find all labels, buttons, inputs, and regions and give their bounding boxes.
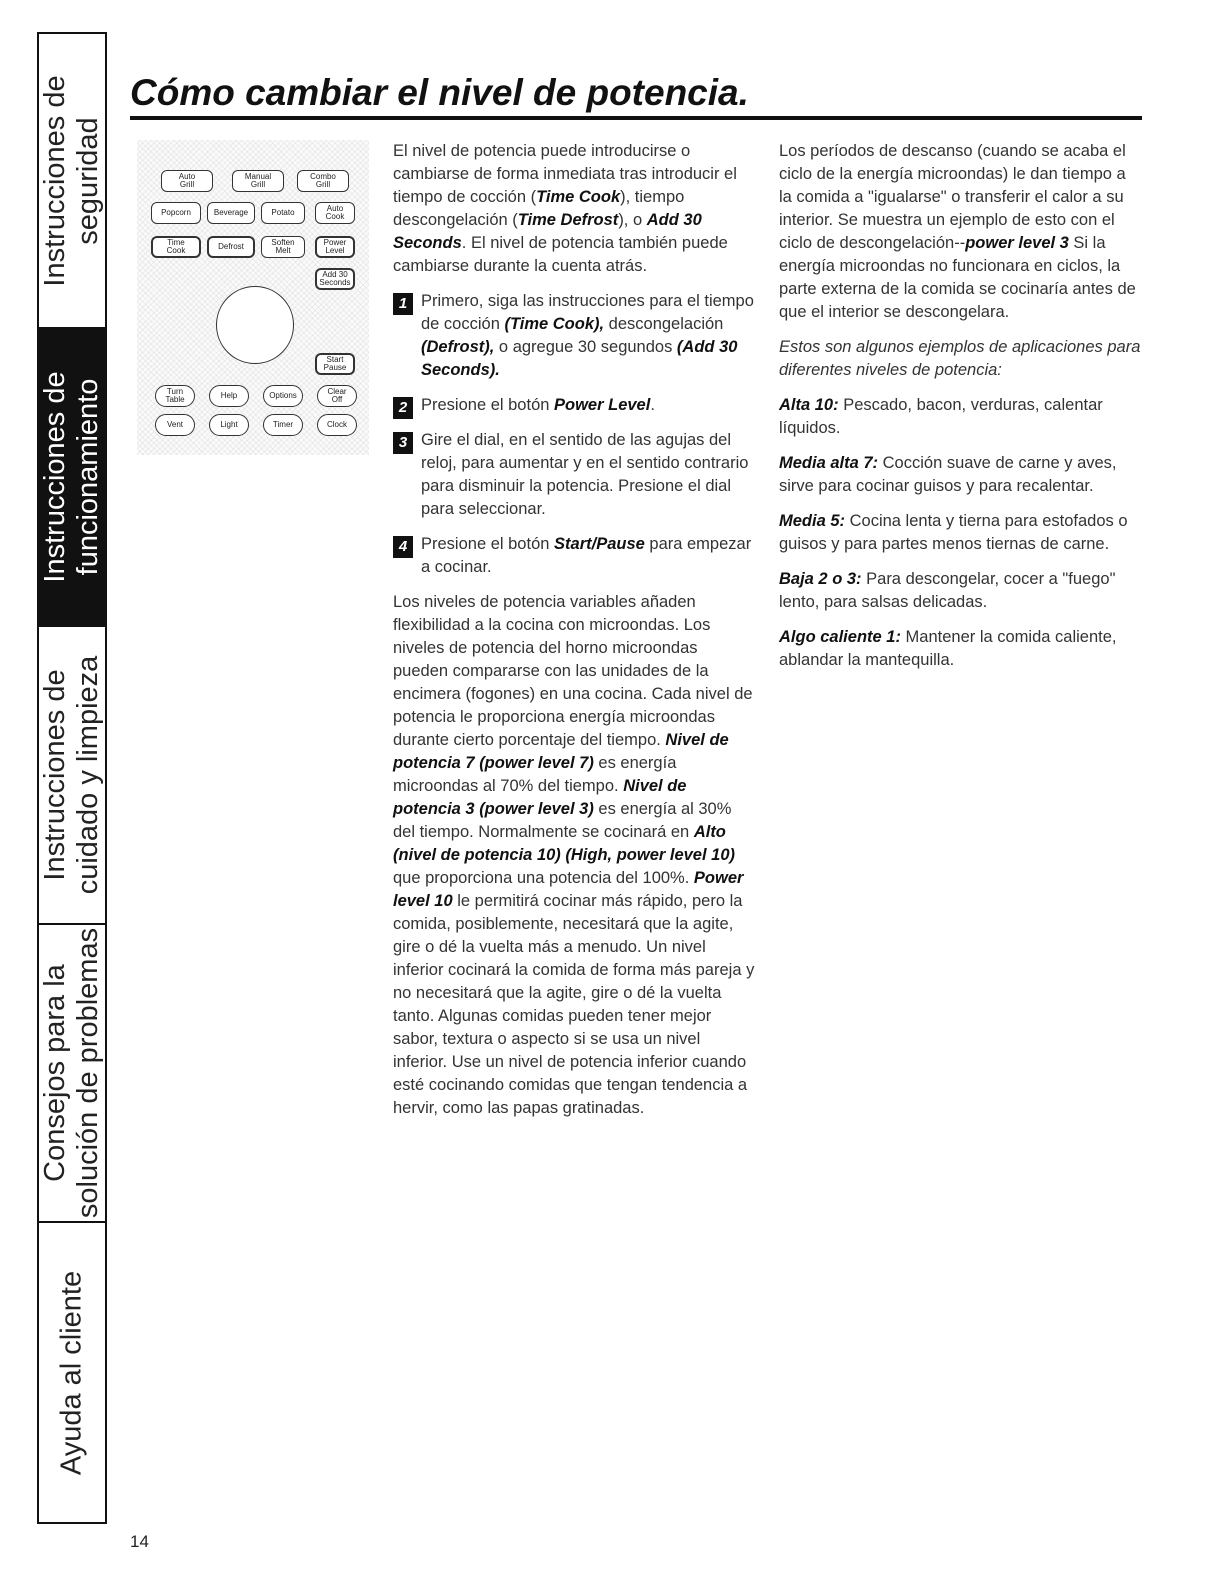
start-pause-button: Start Pause — [315, 353, 355, 375]
step-2: 2 Presione el botón Power Level. — [393, 394, 755, 417]
clock-button: Clock — [317, 414, 357, 436]
level-example: Media alta 7: Cocción suave de carne y aves, sirve para cocinar guisos y para recalentar. — [779, 454, 1117, 495]
step-number: 2 — [393, 397, 413, 419]
level-example: Algo caliente 1: Mantener la comida caliente, ablandar la mantequilla. — [779, 628, 1117, 669]
timer-button: Timer — [263, 414, 303, 436]
tab-label: cuidado y limpieza — [72, 655, 104, 895]
section-tabs — [37, 32, 107, 1524]
time-cook-button: Time Cook — [151, 236, 201, 258]
examples-column — [779, 140, 1141, 684]
add-30-seconds-button: Add 30 Seconds — [315, 268, 355, 290]
tab-seguridad[interactable] — [39, 34, 105, 329]
auto-cook-button: Auto Cook — [315, 202, 355, 224]
tab-ayuda-cliente[interactable] — [39, 1223, 105, 1522]
examples-intro: Estos son algunos ejemplos de aplicaciones para diferentes niveles de potencia: — [779, 338, 1141, 379]
tab-label: Instrucciones de — [39, 74, 71, 287]
tab-solucion-problemas[interactable] — [39, 925, 105, 1223]
power-level-button: Power Level — [315, 236, 355, 258]
light-button: Light — [209, 414, 249, 436]
step-4: 4 Presione el botón Start/Pause para empezar a cocinar. — [393, 533, 755, 579]
power-levels-paragraph: Los niveles de potencia variables añaden flexibilidad a la cocina con microondas. Los niveles de potencia del horno microondas pueden compararse con las unidades de la encimera (fogones) en una cocina. Cada nivel de potencia le proporciona energía microondas durante cierto porcentaje del tiempo. Nivel de potencia 7 (power level 7) es energía microondas al 70% del tiempo. Nivel de potencia 3 (power level 3) es energía al 30% del tiempo. Normalmente se cocinará en Alto (nivel de potencia 10) (High, power level 10) que proporciona una potencia del 100%. Power level 10 le permitirá cocinar más rápido, pero la comida, posiblemente, necesitará que la agite, gire o dé la vuelta más a menudo. Un nivel inferior cocinará la comida de forma más pareja y no necesitará que la agite, gire o dé la vuelta tanto. Algunas comidas pueden tener mejor sabor, textura o aspecto si se usa un nivel inferior. Use un nivel de potencia inferior cuando esté cocinando comidas que tengan tendencia a hervir, como las papas gratinadas. — [393, 593, 755, 1117]
soften-melt-button: Soften Melt — [261, 236, 305, 258]
defrost-button: Defrost — [207, 236, 255, 258]
tab-funcionamiento[interactable] — [39, 329, 105, 627]
control-panel-illustration — [137, 140, 369, 455]
page-title: Cómo cambiar el nivel de potencia. — [130, 72, 749, 113]
tab-label: Instrucciones de — [39, 371, 71, 583]
tab-label: Ayuda al cliente — [55, 1270, 88, 1475]
title-rule — [130, 116, 1142, 120]
rest-periods-paragraph: Los períodos de descanso (cuando se acaba el ciclo de la energía microondas) le dan tiempo a la comida a "igualarse" o transferir el calor a su interior. Se muestra un ejemplo de esto con el ciclo de descongelación--power level 3 Si la energía microondas no funcionara en ciclos, la parte externa de la comida se cocinaría antes de que el interior se descongelara. — [779, 142, 1136, 321]
options-button: Options — [263, 385, 303, 407]
manual-grill-button: Manual Grill — [232, 170, 284, 192]
level-example: Baja 2 o 3: Para descongelar, cocer a "fuego" lento, para salsas delicadas. — [779, 570, 1116, 611]
step-3: 3 Gire el dial, en el sentido de las agujas del reloj, para aumentar y en el sentido contrario para disminuir la potencia. Presione el dial para seleccionar. — [393, 429, 755, 521]
level-example: Alta 10: Pescado, bacon, verduras, calentar líquidos. — [779, 396, 1103, 437]
tab-cuidado-limpieza[interactable] — [39, 627, 105, 925]
help-button: Help — [209, 385, 249, 407]
beverage-button: Beverage — [207, 202, 255, 224]
step-1: 1 Primero, siga las instrucciones para el tiempo de cocción (Time Cook), descongelación (Defrost), o agregue 30 segundos (Add 30 Seconds). — [393, 290, 755, 382]
intro-paragraph: El nivel de potencia puede introducirse o cambiarse de forma inmediata tras introducir el tiempo de cocción (Time Cook), tiempo descongelación (Time Defrost), o Add 30 Seconds. El nivel de potencia también puede cambiarse durante la cuenta atrás. — [393, 142, 737, 275]
instructions-column — [393, 140, 755, 1132]
tab-label: solución de problemas — [72, 927, 104, 1219]
tab-label: seguridad — [72, 116, 104, 245]
tab-label: funcionamiento — [72, 378, 104, 576]
turntable-button: Turn Table — [155, 385, 195, 407]
selection-dial — [216, 286, 294, 364]
clear-off-button: Clear Off — [317, 385, 357, 407]
step-number: 4 — [393, 536, 413, 558]
tab-label: Consejos para la — [39, 964, 71, 1182]
level-example: Media 5: Cocina lenta y tierna para estofados o guisos y para partes menos tiernas de carne. — [779, 512, 1128, 553]
step-number: 3 — [393, 432, 413, 454]
combo-grill-button: Combo Grill — [297, 170, 349, 192]
auto-grill-button: Auto Grill — [161, 170, 213, 192]
tab-label: Instrucciones de — [39, 669, 71, 881]
vent-button: Vent — [155, 414, 195, 436]
potato-button: Potato — [261, 202, 305, 224]
step-number: 1 — [393, 293, 413, 315]
popcorn-button: Popcorn — [151, 202, 201, 224]
page-number: 14 — [130, 1532, 149, 1551]
